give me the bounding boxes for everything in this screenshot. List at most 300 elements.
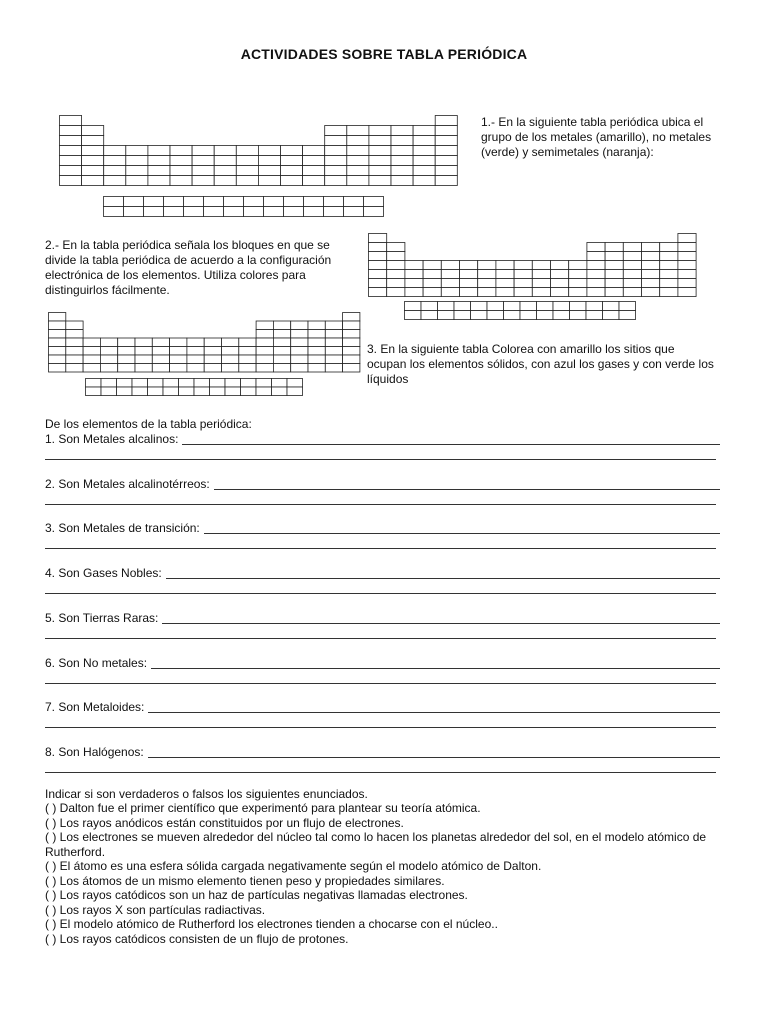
lanthanide-actinide-cell [487, 311, 504, 320]
lanthanide-actinide-cell [179, 387, 195, 396]
lanthanide-actinide-cell [224, 197, 244, 207]
answer-line[interactable] [45, 683, 716, 684]
table-cell [347, 166, 369, 176]
table-cell [405, 279, 423, 288]
table-cell [135, 355, 152, 364]
true-false-item: ( ) Los rayos anódicos están constituidos por un flujo de electrones. [45, 815, 404, 830]
table-cell [347, 136, 369, 146]
table-cell [343, 321, 360, 330]
table-cell [83, 364, 100, 373]
lanthanide-actinide-cell [256, 379, 272, 388]
periodic-table-2 [368, 233, 700, 328]
table-cell [170, 347, 187, 356]
table-cell [192, 176, 214, 186]
lanthanide-actinide-cell [225, 379, 241, 388]
table-cell [623, 243, 641, 252]
table-cell [148, 156, 170, 166]
table-cell [347, 126, 369, 136]
lanthanide-actinide-cell [284, 197, 304, 207]
lanthanide-actinide-cell [184, 197, 204, 207]
table-cell [678, 234, 696, 243]
table-cell [222, 355, 239, 364]
table-cell [413, 166, 435, 176]
table-cell [308, 321, 325, 330]
table-cell [343, 364, 360, 373]
table-cell [460, 279, 478, 288]
table-cell [325, 321, 342, 330]
table-cell [325, 136, 347, 146]
table-cell [170, 156, 192, 166]
table-cell [435, 176, 457, 186]
true-false-item: ( ) Los electrones se mueven alrededor del núcleo tal como lo hacen los planetas alrededor del sol, en el modelo atómico de Rutherford. [45, 830, 707, 859]
lanthanide-actinide-cell [132, 387, 148, 396]
table-cell [325, 146, 347, 156]
answer-line[interactable] [214, 489, 720, 490]
table-cell [435, 136, 457, 146]
table-cell [347, 176, 369, 186]
table-cell [343, 347, 360, 356]
table-cell [214, 146, 236, 156]
lanthanide-actinide-cell [224, 207, 244, 217]
table-cell [273, 355, 290, 364]
table-cell [387, 270, 405, 279]
table-cell [66, 321, 83, 330]
table-cell [387, 261, 405, 270]
lanthanide-actinide-cell [124, 197, 144, 207]
table-cell [496, 288, 514, 297]
table-cell [325, 347, 342, 356]
table-cell [623, 270, 641, 279]
table-cell [423, 261, 441, 270]
table-cell [387, 243, 405, 252]
table-cell [82, 176, 104, 186]
table-cell [49, 330, 66, 339]
table-cell [204, 355, 221, 364]
lanthanide-actinide-cell [504, 311, 521, 320]
table-cell [170, 338, 187, 347]
lanthanide-actinide-cell [421, 311, 438, 320]
table-cell [82, 136, 104, 146]
lanthanide-actinide-cell [454, 311, 471, 320]
table-cell [273, 347, 290, 356]
table-cell [441, 261, 459, 270]
lanthanide-actinide-cell [163, 379, 179, 388]
table-cell [100, 355, 117, 364]
lanthanide-actinide-cell [487, 302, 504, 311]
table-cell [256, 321, 273, 330]
activity-3-text: 3. En la siguiente tabla Colorea con amarillo los sitios que ocupan los elementos sólidos, con azul los gases y con verde los líquidos [367, 342, 714, 386]
table-cell [170, 364, 187, 373]
lanthanide-actinide-cell [104, 197, 124, 207]
table-cell [152, 347, 169, 356]
lanthanide-actinide-cell [204, 197, 224, 207]
answer-line[interactable] [204, 533, 720, 534]
table-cell [413, 146, 435, 156]
table-cell [678, 261, 696, 270]
table-cell [308, 355, 325, 364]
table-cell [435, 146, 457, 156]
table-cell [258, 166, 280, 176]
table-cell [291, 364, 308, 373]
table-cell [460, 261, 478, 270]
lanthanide-actinide-cell [304, 207, 324, 217]
table-cell [532, 261, 550, 270]
table-cell [391, 156, 413, 166]
table-cell [126, 146, 148, 156]
lanthanide-actinide-cell [438, 311, 455, 320]
lanthanide-actinide-cell [101, 387, 117, 396]
table-cell [60, 146, 82, 156]
lanthanide-actinide-cell [256, 387, 272, 396]
table-cell [660, 243, 678, 252]
lanthanide-actinide-cell [586, 311, 603, 320]
table-cell [642, 261, 660, 270]
table-cell [369, 126, 391, 136]
true-false-item: ( ) Los átomos de un mismo elemento tienen peso y propiedades similares. [45, 873, 445, 888]
answer-line[interactable] [166, 578, 720, 579]
question-label: 2. Son Metales alcalinotérreos: [45, 476, 210, 491]
table-cell [532, 279, 550, 288]
table-cell [49, 364, 66, 373]
question-label: 5. Son Tierras Raras: [45, 610, 159, 625]
table-cell [605, 261, 623, 270]
lanthanide-actinide-cell [132, 379, 148, 388]
table-cell [273, 321, 290, 330]
lanthanide-actinide-cell [364, 207, 384, 217]
lanthanide-actinide-cell [124, 207, 144, 217]
table-cell [83, 338, 100, 347]
table-cell [82, 126, 104, 136]
table-cell [551, 288, 569, 297]
lanthanide-actinide-cell [148, 379, 164, 388]
true-false-list [45, 801, 735, 946]
lanthanide-actinide-cell [163, 387, 179, 396]
answer-line[interactable] [45, 504, 716, 505]
table-cell [532, 270, 550, 279]
table-cell [587, 279, 605, 288]
table-cell [273, 364, 290, 373]
true-false-item: ( ) Los rayos catódicos son un haz de partículas negativas llamadas electrones. [45, 888, 468, 902]
table-cell [256, 347, 273, 356]
lanthanide-actinide-cell [405, 302, 422, 311]
table-cell [441, 279, 459, 288]
table-cell [214, 166, 236, 176]
table-cell [435, 116, 457, 126]
lanthanide-actinide-cell [537, 302, 554, 311]
table-cell [496, 261, 514, 270]
lanthanide-actinide-cell [210, 379, 226, 388]
table-cell [239, 347, 256, 356]
table-cell [152, 355, 169, 364]
table-cell [135, 347, 152, 356]
table-cell [66, 330, 83, 339]
table-cell [587, 261, 605, 270]
table-cell [49, 347, 66, 356]
lanthanide-actinide-cell [210, 387, 226, 396]
lanthanide-actinide-cell [504, 302, 521, 311]
table-cell [387, 288, 405, 297]
table-cell [303, 146, 325, 156]
table-cell [214, 156, 236, 166]
table-cell [423, 288, 441, 297]
lanthanide-actinide-cell [619, 302, 636, 311]
table-cell [118, 347, 135, 356]
table-cell [83, 355, 100, 364]
table-cell [435, 166, 457, 176]
table-cell [435, 126, 457, 136]
table-cell [605, 288, 623, 297]
lanthanide-actinide-cell [324, 197, 344, 207]
answer-line[interactable] [45, 548, 716, 549]
true-false-item: ( ) Los rayos catódicos consisten de un flujo de protones. [45, 931, 349, 946]
table-cell [100, 364, 117, 373]
table-cell [551, 279, 569, 288]
table-cell [187, 355, 204, 364]
answer-line[interactable] [182, 444, 720, 445]
table-cell [273, 330, 290, 339]
table-cell [291, 347, 308, 356]
table-cell [478, 261, 496, 270]
table-cell [642, 243, 660, 252]
question-label: 1. Son Metales alcalinos: [45, 432, 179, 446]
table-cell [569, 261, 587, 270]
lanthanide-actinide-cell [287, 379, 303, 388]
table-cell [192, 156, 214, 166]
table-cell [325, 176, 347, 186]
answer-line[interactable] [45, 772, 716, 773]
table-cell [569, 288, 587, 297]
lanthanide-actinide-cell [179, 379, 195, 388]
table-cell [413, 176, 435, 186]
table-cell [587, 252, 605, 261]
table-cell [369, 136, 391, 146]
table-cell [660, 279, 678, 288]
table-cell [605, 243, 623, 252]
table-cell [170, 166, 192, 176]
table-cell [104, 166, 126, 176]
table-cell [435, 156, 457, 166]
table-cell [391, 166, 413, 176]
table-cell [441, 288, 459, 297]
table-cell [222, 347, 239, 356]
table-cell [214, 176, 236, 186]
table-cell [642, 270, 660, 279]
table-cell [281, 146, 303, 156]
lanthanide-actinide-cell [454, 302, 471, 311]
table-cell [204, 364, 221, 373]
table-cell [60, 176, 82, 186]
answer-line[interactable] [162, 623, 720, 624]
lanthanide-actinide-cell [287, 387, 303, 396]
table-cell [369, 176, 391, 186]
table-cell [660, 270, 678, 279]
lanthanide-actinide-cell [324, 207, 344, 217]
table-cell [325, 338, 342, 347]
table-cell [60, 126, 82, 136]
lanthanide-actinide-cell [101, 379, 117, 388]
table-cell [303, 166, 325, 176]
table-cell [126, 166, 148, 176]
table-cell [236, 166, 258, 176]
lanthanide-actinide-cell [438, 302, 455, 311]
table-cell [369, 166, 391, 176]
table-cell [256, 330, 273, 339]
table-cell [239, 355, 256, 364]
table-cell [369, 261, 387, 270]
table-cell [343, 338, 360, 347]
true-false-item: ( ) Los rayos X son partículas radiactivas. [45, 902, 266, 917]
table-cell [678, 279, 696, 288]
table-cell [587, 243, 605, 252]
lanthanide-actinide-cell [619, 311, 636, 320]
true-false-item: ( ) El átomo es una esfera sólida cargada negativamente según el modelo atómico de Dalton. [45, 859, 542, 873]
table-cell [152, 364, 169, 373]
table-cell [66, 355, 83, 364]
answer-line[interactable] [45, 727, 716, 728]
table-cell [514, 270, 532, 279]
table-cell [623, 288, 641, 297]
table-cell [66, 364, 83, 373]
table-cell [441, 270, 459, 279]
table-cell [325, 166, 347, 176]
table-cell [325, 126, 347, 136]
table-cell [369, 243, 387, 252]
table-cell [291, 330, 308, 339]
table-cell [514, 279, 532, 288]
table-cell [642, 279, 660, 288]
table-cell [387, 279, 405, 288]
lanthanide-actinide-cell [241, 379, 257, 388]
answer-line[interactable] [148, 757, 720, 758]
table-cell [82, 146, 104, 156]
table-cell [170, 176, 192, 186]
table-cell [478, 288, 496, 297]
lanthanide-actinide-cell [225, 387, 241, 396]
table-cell [135, 338, 152, 347]
table-cell [460, 288, 478, 297]
table-cell [413, 136, 435, 146]
table-cell [104, 176, 126, 186]
table-cell [605, 252, 623, 261]
table-cell [514, 288, 532, 297]
lanthanide-actinide-cell [570, 302, 587, 311]
table-cell [204, 347, 221, 356]
lanthanide-actinide-cell [471, 311, 488, 320]
answer-line[interactable] [151, 668, 720, 669]
table-cell [100, 347, 117, 356]
table-cell [478, 270, 496, 279]
table-cell [281, 176, 303, 186]
table-cell [273, 338, 290, 347]
lanthanide-actinide-cell [244, 197, 264, 207]
table-cell [239, 338, 256, 347]
table-cell [569, 279, 587, 288]
table-cell [423, 270, 441, 279]
lanthanide-actinide-cell [272, 379, 288, 388]
lanthanide-actinide-cell [603, 311, 620, 320]
table-cell [303, 176, 325, 186]
table-cell [60, 116, 82, 126]
lanthanide-actinide-cell [553, 311, 570, 320]
table-cell [152, 338, 169, 347]
table-cell [82, 156, 104, 166]
table-cell [222, 364, 239, 373]
table-cell [413, 126, 435, 136]
table-cell [387, 252, 405, 261]
table-cell [605, 270, 623, 279]
answer-line[interactable] [45, 638, 716, 639]
table-cell [478, 279, 496, 288]
table-cell [303, 156, 325, 166]
table-cell [118, 355, 135, 364]
lanthanide-actinide-cell [520, 311, 537, 320]
table-cell [405, 261, 423, 270]
lanthanide-actinide-cell [272, 387, 288, 396]
table-cell [587, 270, 605, 279]
table-cell [258, 156, 280, 166]
table-cell [118, 338, 135, 347]
table-cell [347, 156, 369, 166]
lanthanide-actinide-cell [364, 197, 384, 207]
question-label: 7. Son Metaloides: [45, 700, 145, 715]
table-cell [236, 146, 258, 156]
table-cell [239, 364, 256, 373]
lanthanide-actinide-cell [194, 379, 210, 388]
table-cell [281, 156, 303, 166]
lanthanide-actinide-cell [241, 387, 257, 396]
lanthanide-actinide-cell [148, 387, 164, 396]
lanthanide-actinide-cell [304, 197, 324, 207]
answer-line[interactable] [148, 712, 720, 713]
table-cell [343, 355, 360, 364]
table-cell [551, 261, 569, 270]
lanthanide-actinide-cell [194, 387, 210, 396]
table-cell [256, 338, 273, 347]
table-cell [308, 338, 325, 347]
table-cell [391, 136, 413, 146]
lanthanide-actinide-cell [520, 302, 537, 311]
lanthanide-actinide-cell [586, 302, 603, 311]
table-cell [308, 330, 325, 339]
table-cell [66, 347, 83, 356]
lanthanide-actinide-cell [570, 311, 587, 320]
lanthanide-actinide-cell [184, 207, 204, 217]
table-cell [236, 176, 258, 186]
table-cell [325, 364, 342, 373]
true-false-item: ( ) Dalton fue el primer científico que experimentó para plantear su teoría atómica. [45, 801, 481, 815]
lanthanide-actinide-cell [86, 379, 102, 388]
table-cell [100, 338, 117, 347]
answer-line[interactable] [45, 459, 716, 460]
table-cell [678, 243, 696, 252]
table-cell [605, 279, 623, 288]
table-cell [569, 270, 587, 279]
table-cell [148, 176, 170, 186]
table-cell [514, 261, 532, 270]
lanthanide-actinide-cell [164, 197, 184, 207]
activity-1-text: 1.- En la siguiente tabla periódica ubica el grupo de los metales (amarillo), no metales (verde) y semimetales (naranja): [481, 115, 712, 159]
table-cell [642, 288, 660, 297]
answer-line[interactable] [45, 593, 716, 594]
question-label: 6. Son No metales: [45, 655, 148, 670]
question-label: 8. Son Halógenos: [45, 744, 144, 759]
table-cell [325, 156, 347, 166]
lanthanide-actinide-cell [344, 197, 364, 207]
table-cell [49, 321, 66, 330]
table-cell [391, 146, 413, 156]
table-cell [496, 270, 514, 279]
lanthanide-actinide-cell [471, 302, 488, 311]
